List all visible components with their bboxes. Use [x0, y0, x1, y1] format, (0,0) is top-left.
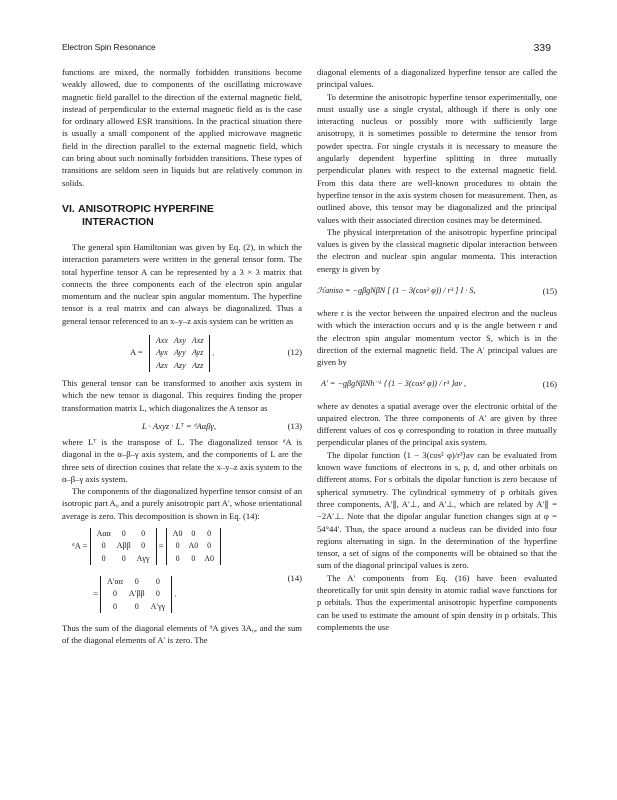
- matrix-cell: 0: [175, 541, 180, 551]
- matrix-cell: 0: [134, 601, 139, 611]
- paragraph: Thus the sum of the diagonal elements of ᵈA gives 3A₀, and the sum of the diagonal elements of A′ is zero. The: [62, 623, 302, 646]
- matrix-eq14-anisotropic: [100, 576, 172, 613]
- matrix-cell: 0: [121, 553, 126, 563]
- matrix-eq14-isotropic: [166, 528, 221, 565]
- matrix-cell: Ayx: [156, 348, 168, 358]
- paragraph: The A′ components from Eq. (16) have been evaluated theoretically for unit spin density in atomic radial wave functions for p orbitals. Thus the experimental anisotropic hyperfine components can be used to estimate the amount of spin density in p orbitals. This complements the use: [317, 572, 557, 632]
- matrix-cell: Axz: [191, 336, 204, 346]
- paragraph: The components of the diagonalized hyperfine tensor consist of an isotropic part A₀ and a purely anisotropic part A′, whose orientational average is zero. This decomposition is shown in Eq. (14):: [62, 486, 302, 521]
- matrix-cell: 0: [207, 541, 212, 551]
- equation-13: [62, 417, 302, 435]
- matrix-cell: 0: [112, 589, 117, 599]
- paragraph: where Lᵀ is the transpose of L. The diagonalized tensor ᵈA is diagonal in the α–β–γ axis system, and the components of L are the three sets of direction cosines that relate the x–y–z axis system to the α–β–γ axis system.: [62, 436, 302, 484]
- matrix-cell: 0: [101, 553, 106, 563]
- section-title-line2: INTERACTION: [82, 215, 154, 228]
- paragraph: functions are mixed, the normally forbidden transitions become weakly allowed, due to components of the oscillating microwave magnetic field parallel to the direction of the external magnetic field, instead of perpendicular to the external magnetic field as is the case for ordinary allowed ESR transitions. In the practical situation there is usually a small component of the applied microwave magnetic field in the direction parallel to the external magnetic field, which can bring about such nominally forbidden transitions. These types of transitions are seldom seen in liquids but are relatively common in solids.: [62, 67, 302, 188]
- matrix-cell: A′αα: [107, 577, 123, 587]
- matrix-cell: 0: [207, 529, 212, 539]
- running-title: Electron Spin Resonance: [62, 42, 156, 52]
- matrix-cell: Aαα: [96, 529, 111, 539]
- equation-14: ᵈA = Aαα 0 0 0 Aββ 0 0 0 Aγγ = A0 0 0 0 A0 0 0 0 A0 = A′αα 0 0 0 A′ββ 0 0 0 A′γγ . (14): [62, 526, 302, 622]
- eq13-expression: L · Axyz · Lᵀ = ᵈAαβγ,: [142, 420, 217, 431]
- left-column: [62, 66, 302, 647]
- matrix-cell: 0: [191, 553, 196, 563]
- paragraph: The general spin Hamiltonian was given by Eq. (2), in which the interaction parameters were written in the general tensor form. The total hyperfine tensor A can be represented by a 3 × 3 matrix that connects the three components each of the electron spin angular momentum and the nuclear spin angular momentum. The hyperfine tensor is a real matrix and can always be diagonalized. Thus a general tensor referenced to an x–y–z axis system can be written as: [62, 241, 302, 326]
- matrix-cell: Ayy: [174, 348, 186, 358]
- eq16-expression: A′ = −gβgNβNh⁻¹ ⟨ (1 − 3(cos² φ)) / r³ ⟩av ,: [321, 378, 467, 388]
- equation-number: (13): [287, 420, 302, 431]
- eq15-expression: ℋaniso = −gβgNβN [ (1 − 3(cos² φ)) / r³ ] I · S,: [317, 286, 476, 296]
- eq14-lhs: ᵈA =: [72, 540, 88, 551]
- equation-number: (15): [542, 286, 557, 297]
- matrix-cell: 0: [141, 541, 146, 551]
- matrix-cell: Ayz: [192, 348, 204, 358]
- matrix-cell: Azy: [174, 360, 186, 370]
- matrix-cell: 0: [121, 529, 126, 539]
- paragraph: This general tensor can be transformed to another axis system in which the new tensor is diagonal. This requires finding the proper transformation matrix L, which diagonalizes the A tensor as: [62, 378, 302, 413]
- matrix-cell: 0: [175, 553, 180, 563]
- matrix-cell: A0: [188, 541, 199, 551]
- matrix-cell: A′γγ: [150, 601, 166, 611]
- equation-15: [317, 281, 557, 303]
- matrix-cell: 0: [155, 589, 160, 599]
- matrix-cell: 0: [101, 541, 106, 551]
- section-title-line1: ANISOTROPIC HYPERFINE: [78, 202, 214, 215]
- equation-16: [317, 374, 557, 396]
- matrix-cell: A0: [204, 553, 215, 563]
- right-column: [317, 66, 557, 633]
- equation-number: (16): [542, 378, 557, 389]
- equation-number: (14): [287, 573, 302, 584]
- matrix-cell: 0: [112, 601, 117, 611]
- matrix-cell: 0: [134, 577, 139, 587]
- paragraph: where av denotes a spatial average over the electronic orbital of the unpaired electron. The three components of A′ are given by three different values of cos φ corresponding to rotation in three mutually perpendicular planes of the principal axis system.: [317, 400, 557, 448]
- paragraph: To determine the anisotropic hyperfine tensor experimentally, one must usually use a single crystal, although if there is only one interacting nucleus or possibly more with sufficiently large anisotropy, it is sometimes possible to determine the tensor from powder spectra. For single crystals it is necessary to measure the angularly dependent hyperfine splitting in three mutually perpendicular planes with respect to the external magnetic field. From this data there are well-known procedures to obtain the hyperfine tensor in the axis system chosen for measurement. Then, as outlined above, this tensor may be diagonalized and the principal values with their associated direction cosines may be determined.: [317, 91, 557, 225]
- matrix-cell: Axy: [173, 336, 186, 346]
- matrix-cell: Aγγ: [136, 553, 150, 563]
- matrix-cell: 0: [141, 529, 146, 539]
- matrix-cell: A′ββ: [128, 589, 145, 599]
- paragraph: The physical interpretation of the anisotropic hyperfine principal values is given by the classical magnetic dipolar interaction between the electron and nuclear spin angular momenta. This interaction energy is given by: [317, 226, 557, 274]
- section-heading: [62, 203, 302, 229]
- matrix-cell: Azz: [192, 360, 204, 370]
- matrix-cell: A0: [172, 529, 183, 539]
- equation-12: A = Axx Axy Axz Ayx Ayy Ayz Azx Azy Azz . (12): [62, 331, 302, 377]
- equation-number: (12): [287, 347, 302, 358]
- paragraph: where r is the vector between the unpaired electron and the nucleus with which the interaction occurs and φ is the angle between r and the electron spin angular momentum vector S, which is in the direction of the external magnetic field. The A′ principal values are given by: [317, 308, 557, 368]
- matrix-cell: Azx: [156, 360, 168, 370]
- eq12-lhs: A =: [130, 347, 143, 358]
- matrix-cell: 0: [191, 529, 196, 539]
- matrix-cell: Aββ: [116, 541, 131, 551]
- section-number: VI.: [62, 202, 75, 215]
- matrix-cell: 0: [155, 577, 160, 587]
- paragraph: The dipolar function ⟨1 − 3(cos² φ)/r³⟩av can be evaluated from known wave functions of electrons in s, p, d, and other orbitals on different atoms. For s orbitals the dipolar function is zero because of spherical symmetry. The cylindrical symmetry of p orbitals gives three components, A′∥, A′⊥, and A′⊥, which are related by A′∥ = −2A′⊥. Note that the dipolar angular function changes sign at φ = 54°44′. Thus, the space around a nucleus can be divided into four regions alternating in sign. In the determination of the hyperfine tensor, a set of signs of the components will be obtained so that the sum of the diagonal principal values is zero.: [317, 449, 557, 571]
- paragraph: diagonal elements of a diagonalized hyperfine tensor are called the principal values.: [317, 67, 557, 90]
- running-header: [62, 42, 551, 56]
- page-number: 339: [533, 42, 551, 54]
- matrix-eq14-diagonal: [90, 528, 157, 565]
- matrix-cell: Axx: [155, 336, 168, 346]
- matrix-eq12: [149, 335, 211, 372]
